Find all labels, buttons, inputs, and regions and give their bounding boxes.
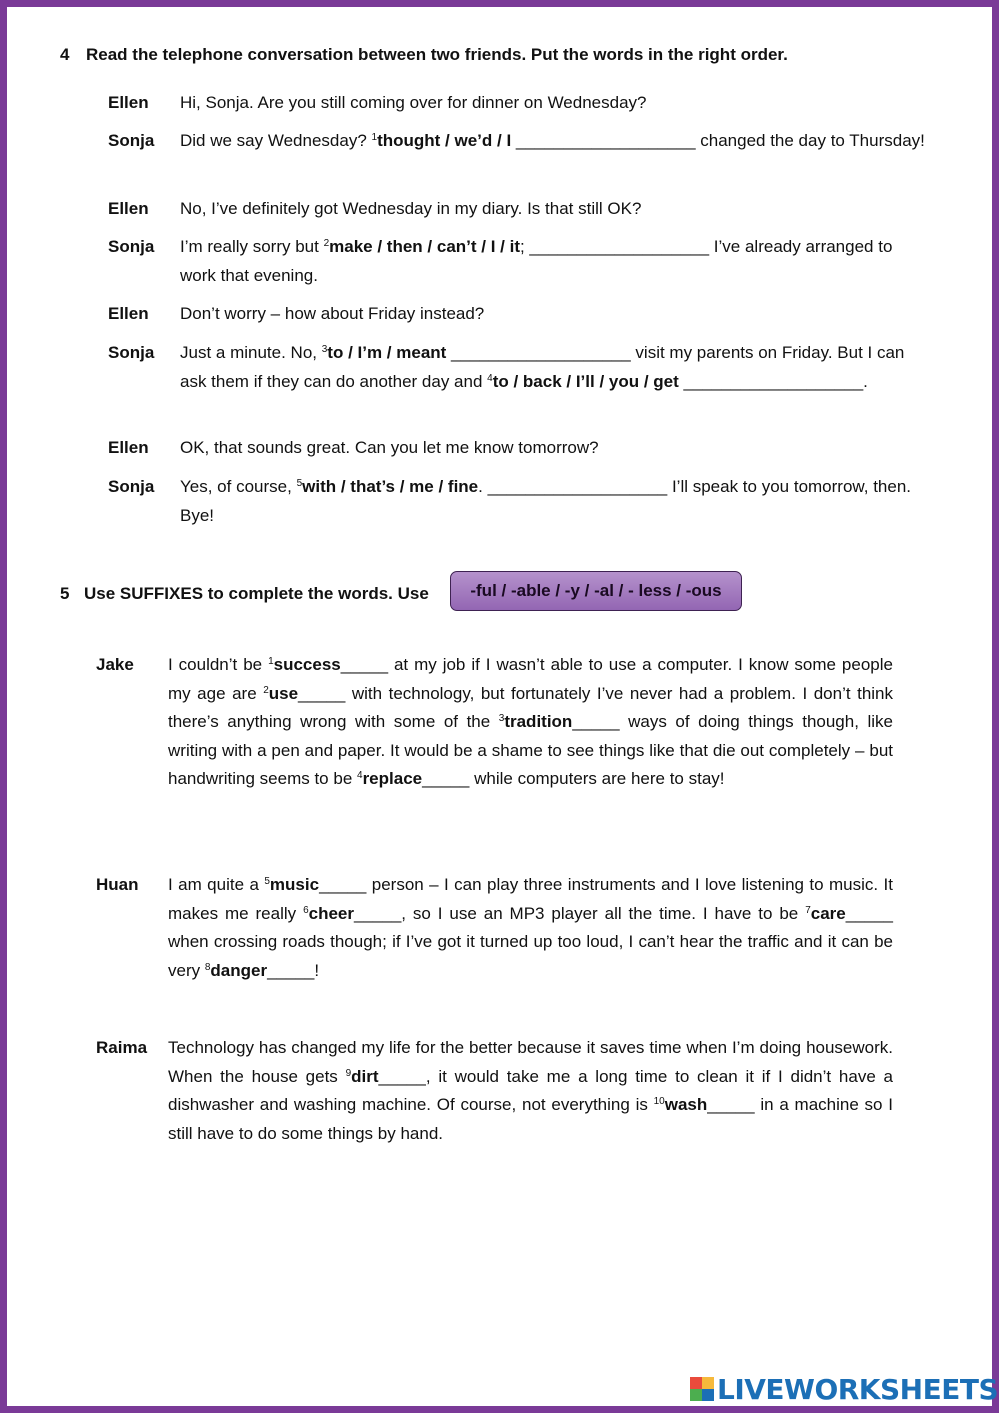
logo-text: LIVEWORKSHEETS xyxy=(717,1372,999,1406)
prompt-words: cheer xyxy=(308,903,354,923)
prompt-words: care xyxy=(810,903,846,923)
text-segment: Hi, Sonja. Are you still coming over for dinner on Wednesday? xyxy=(180,93,647,112)
dialogue-text xyxy=(180,473,930,530)
dialogue-text xyxy=(180,434,930,463)
speaker-name: Sonja xyxy=(108,477,155,496)
paragraph-text xyxy=(168,651,893,794)
item-number: 5 xyxy=(296,478,303,489)
prompt-words: replace xyxy=(362,769,423,789)
prompt-words: to / back / I’ll / you / get xyxy=(492,371,679,391)
speaker-name: Ellen xyxy=(108,438,149,457)
prompt-words: music xyxy=(269,875,320,894)
dialogue-text xyxy=(180,300,930,329)
liveworksheets-logo xyxy=(690,1373,998,1405)
speaker-name: Ellen xyxy=(108,199,149,218)
item-number: 1 xyxy=(268,656,274,667)
text-segment: Yes, of course, xyxy=(180,477,297,496)
suffix-list-box xyxy=(450,571,742,611)
section-5-number: 5 xyxy=(60,584,70,603)
text-segment: ___________________. xyxy=(678,371,868,391)
logo-square xyxy=(690,1389,702,1401)
text-segment: Did we say Wednesday? xyxy=(180,131,372,150)
section-4-number: 4 xyxy=(60,45,70,64)
dialogue-text xyxy=(180,339,930,396)
text-segment: _____ when crossing roads though; if I’ve got it turned up too loud, I can’t hear the traffic and it can be very xyxy=(168,903,894,980)
speaker-name: Huan xyxy=(96,875,139,894)
item-number: 1 xyxy=(371,132,378,143)
prompt-words: thought / we’d / I xyxy=(377,131,512,150)
prompt-words: to / I’m / meant xyxy=(327,343,447,362)
text-segment: I am quite a xyxy=(168,875,265,894)
paragraph-text xyxy=(168,1034,893,1148)
prompt-words: use xyxy=(268,683,299,703)
text-segment: _____ while computers are here to stay! xyxy=(422,769,725,789)
speaker-name: Raima xyxy=(96,1038,148,1057)
item-number: 3 xyxy=(498,713,505,725)
text-segment: Just a minute. No, xyxy=(180,343,322,362)
item-number: 10 xyxy=(653,1096,665,1108)
text-segment: _____ in a machine so I still have to do some things by hand. xyxy=(168,1095,893,1143)
item-number: 9 xyxy=(345,1067,352,1079)
text-segment: I couldn’t be xyxy=(168,655,269,674)
speaker-name: Sonja xyxy=(108,131,155,150)
text-segment: I’m really sorry but xyxy=(180,237,324,256)
prompt-words: dirt xyxy=(351,1066,379,1086)
text-segment: _____! xyxy=(267,960,320,980)
dialogue-text xyxy=(180,195,930,224)
prompt-words: danger xyxy=(210,960,268,980)
speaker-name: Sonja xyxy=(108,343,155,362)
text-segment: ___________________ changed the day to Thursday! xyxy=(511,131,925,150)
logo-square xyxy=(702,1377,714,1389)
logo-square xyxy=(690,1377,702,1389)
logo-square xyxy=(702,1389,714,1401)
text-segment: _____ at my job if I wasn’t able to use a computer. I know some people my age are xyxy=(168,655,893,703)
item-number: 3 xyxy=(321,344,328,355)
item-number: 2 xyxy=(263,684,269,696)
prompt-words: tradition xyxy=(504,712,573,732)
section-4-title xyxy=(60,45,788,65)
prompt-words: wash xyxy=(664,1095,708,1115)
dialogue-text xyxy=(180,127,930,156)
dialogue-text xyxy=(180,233,930,290)
logo-icon xyxy=(690,1377,714,1401)
item-number: 4 xyxy=(357,770,363,782)
item-number: 7 xyxy=(805,904,811,916)
section-5-instruction: Use SUFFIXES to complete the words. Use xyxy=(84,584,429,603)
suffix-list: -ful / -able / -y / -al / - less / -ous xyxy=(470,581,722,600)
item-number: 6 xyxy=(303,904,309,916)
text-segment: _____, so I use an MP3 player all the time. I have to be xyxy=(354,903,806,923)
text-segment: _____ person – I can play three instruments and I love listening to music. It makes me really xyxy=(168,875,893,923)
speaker-name: Sonja xyxy=(108,237,155,256)
prompt-words: success xyxy=(273,655,341,674)
text-segment: ; ___________________ I’ve already arranged to work that evening. xyxy=(180,237,893,285)
text-segment: . ___________________ I’ll speak to you tomorrow, then. Bye! xyxy=(180,477,912,525)
item-number: 2 xyxy=(323,238,330,249)
speaker-name: Jake xyxy=(96,655,134,674)
text-segment: _____, it would take me a long time to clean it if I didn’t have a dishwasher and washing machine. Of course, not everything is xyxy=(168,1066,893,1115)
dialogue-text xyxy=(180,89,930,118)
item-number: 5 xyxy=(264,876,270,887)
text-segment: Technology has changed my life for the better because it saves time when I’m doing housework. When the house gets xyxy=(168,1038,893,1086)
text-segment: Don’t worry – how about Friday instead? xyxy=(180,304,485,323)
prompt-words: make / then / can’t / I / it xyxy=(329,237,520,256)
text-segment: _____ ways of doing things though, like writing with a pen and paper. It would be a shame to see things like that die out completely – but handwriting seems to be xyxy=(168,712,893,789)
text-segment: No, I’ve definitely got Wednesday in my diary. Is that still OK? xyxy=(180,199,642,218)
text-segment: OK, that sounds great. Can you let me know tomorrow? xyxy=(180,438,599,457)
item-number: 8 xyxy=(204,961,211,973)
text-segment: ___________________ visit my parents on Friday. But I can ask them if they can do another day and xyxy=(180,343,905,391)
item-number: 4 xyxy=(487,372,493,384)
section-5-title xyxy=(60,584,429,604)
prompt-words: with / that’s / me / fine xyxy=(302,477,479,496)
paragraph-text xyxy=(168,871,893,985)
speaker-name: Ellen xyxy=(108,304,149,323)
text-segment: _____ with technology, but fortunately I’ve never had a problem. I don’t think there’s anything wrong with some of the xyxy=(168,683,894,732)
speaker-name: Ellen xyxy=(108,93,149,112)
section-4-instruction: Read the telephone conversation between two friends. Put the words in the right order. xyxy=(86,45,788,64)
